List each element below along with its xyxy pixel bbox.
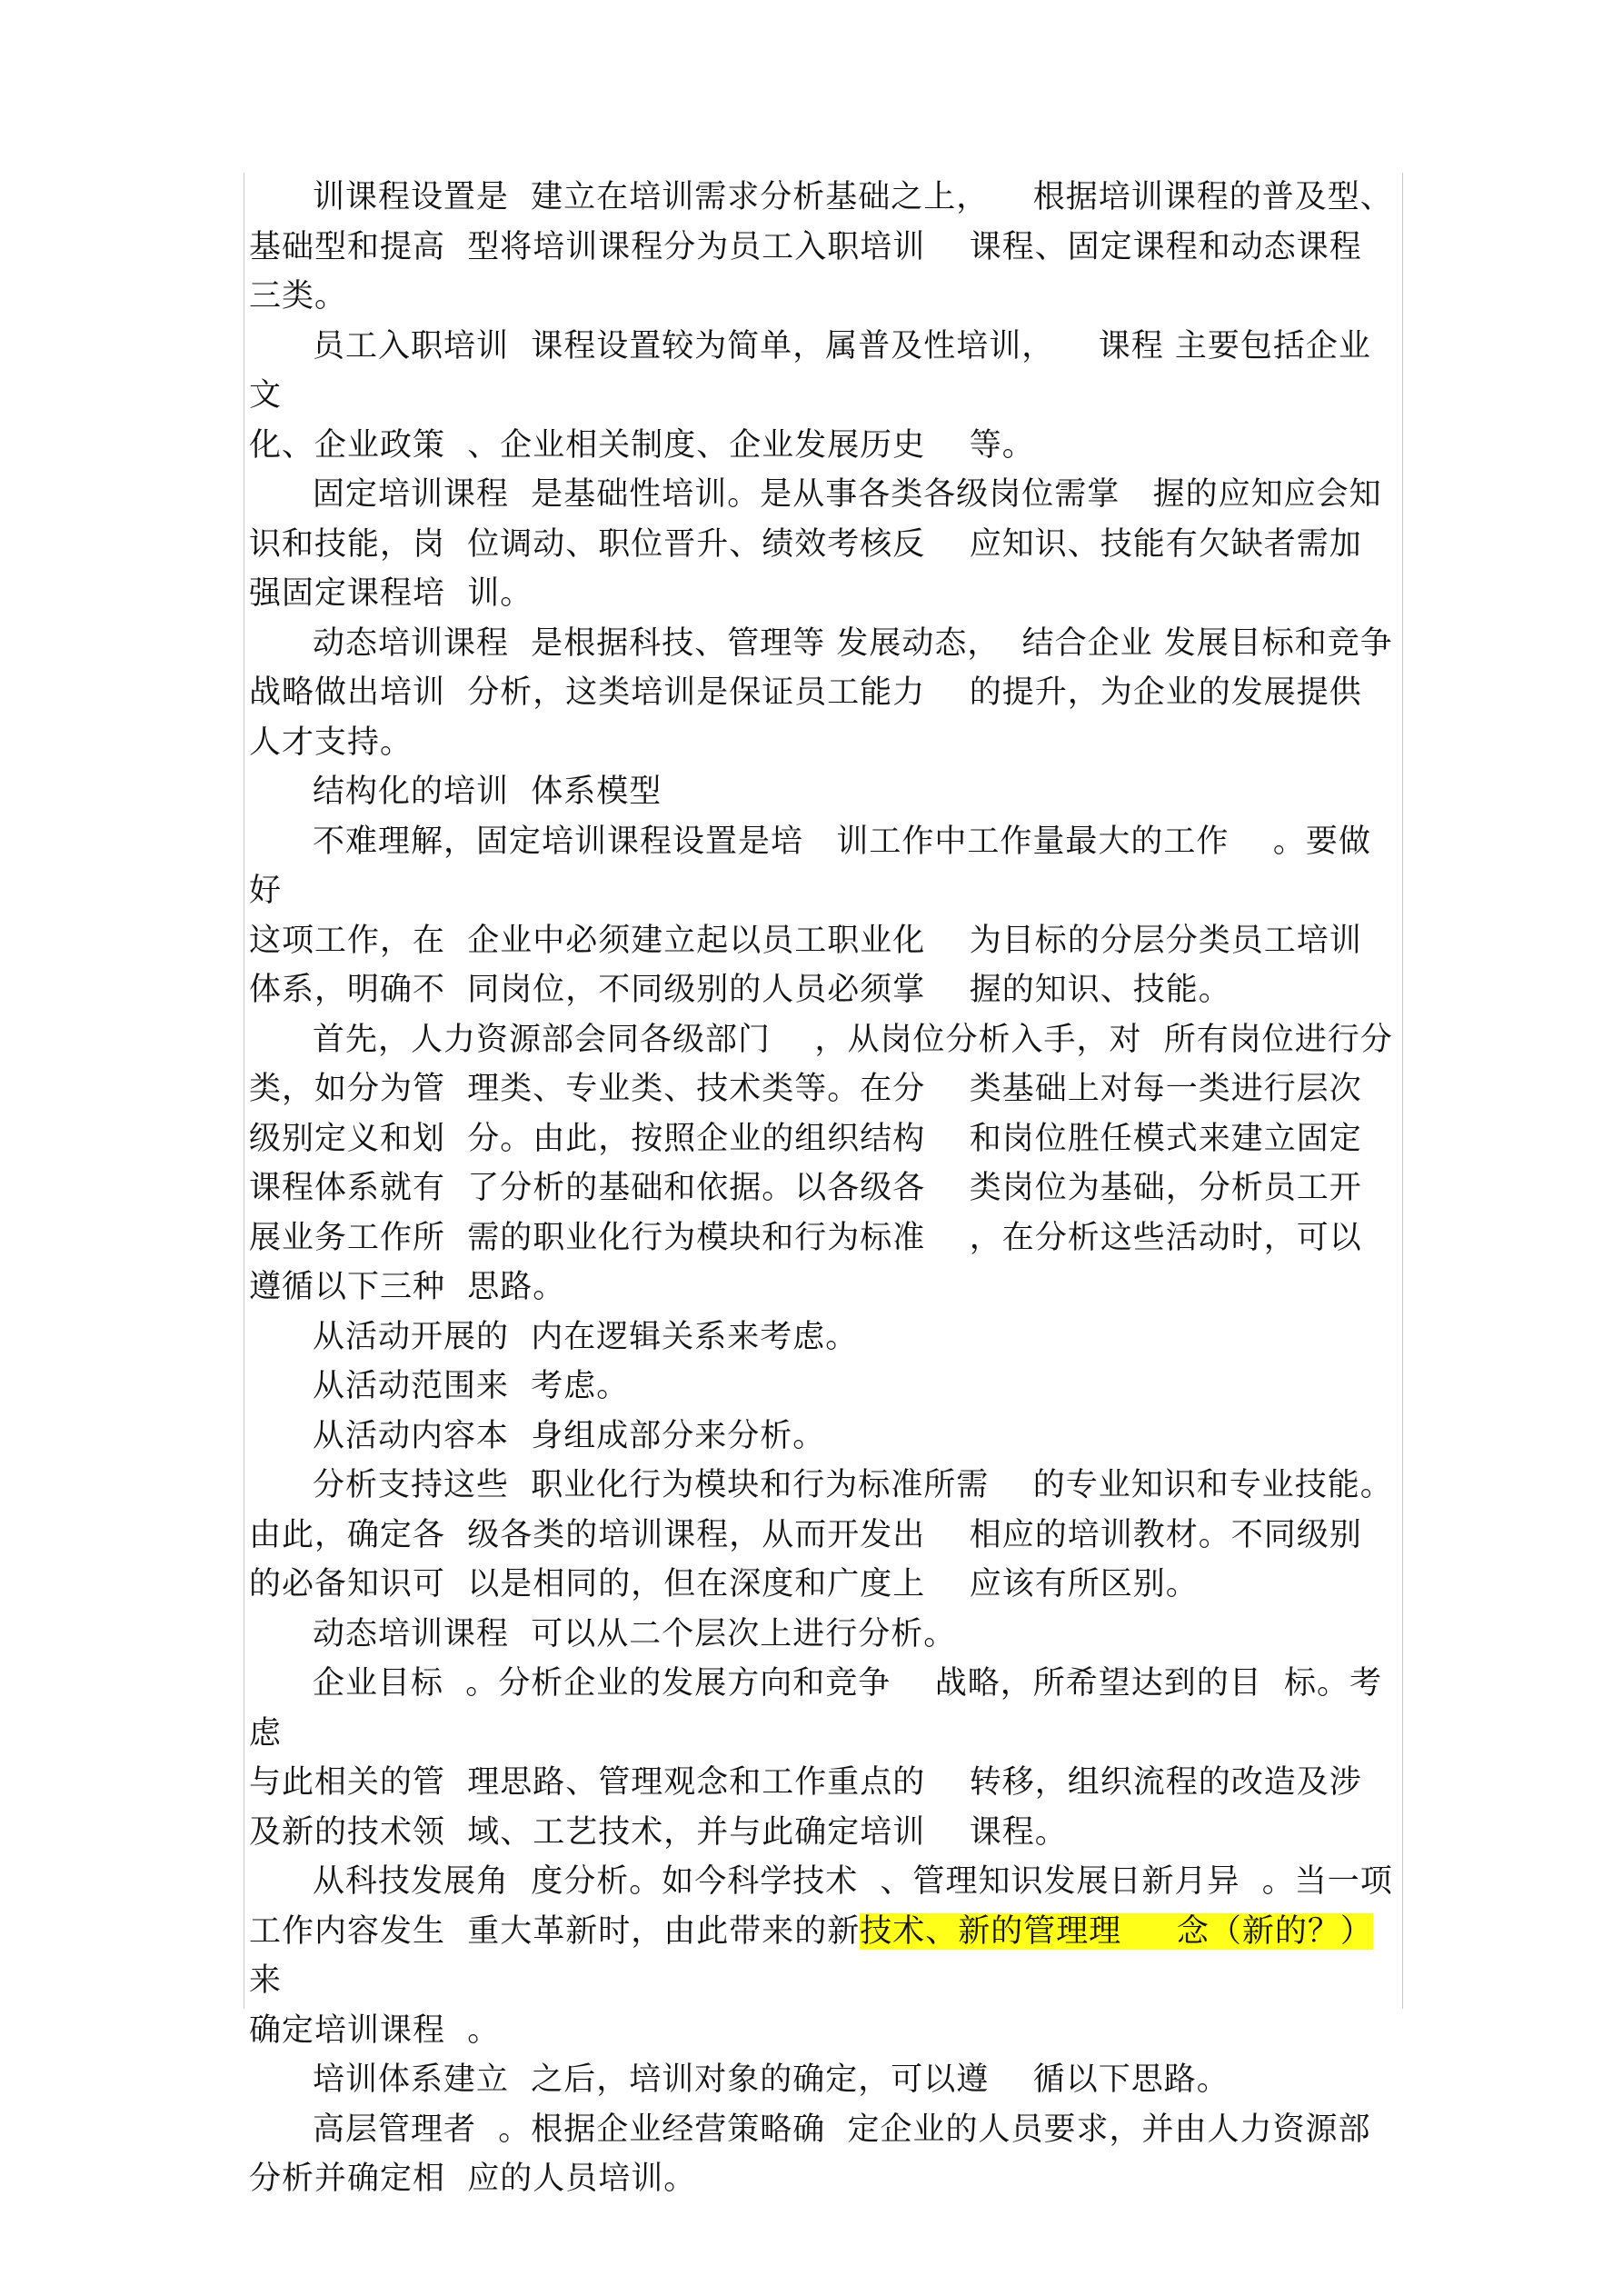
text-line: 及新的技术领 域、工艺技术，并与此确定培训 课程。	[249, 1813, 1068, 1851]
text-line: 不难理解，固定培训课程设置是培 训工作中工作量最大的工作 。要做好	[249, 823, 1371, 909]
text-line: 企业目标 。分析企业的发展方向和竞争 战略，所希望达到的目 标。考虑	[249, 1665, 1383, 1752]
paragraph-dynamic-levels	[249, 1610, 1396, 1660]
list-item-content	[249, 1412, 1396, 1462]
paragraph-enterprise-goal	[249, 1659, 1396, 1857]
text-line: 与此相关的管 理思路、管理观念和工作重点的 转移，组织流程的改造及涉	[249, 1764, 1362, 1801]
text-line: 三类。	[249, 278, 348, 314]
text-line: 遵循以下三种 思路。	[249, 1269, 566, 1305]
text-line: 基础型和提高 型将培训课程分为员工入职培训 课程、固定课程和动态课程	[249, 228, 1362, 265]
text-line: 结构化的培训 体系模型	[313, 774, 662, 810]
paragraph-training-target	[249, 2055, 1396, 2105]
text-line: 这项工作，在 企业中必须建立起以员工职业化 为目标的分层分类员工培训	[249, 922, 1362, 959]
text-line: 人才支持。	[249, 724, 413, 761]
paragraph-dynamic-course	[249, 619, 1396, 768]
text-line: 课程体系就有 了分析的基础和依据。以各级各 类岗位为基础，分析员工开	[249, 1170, 1362, 1206]
text-line: 员工入职培训 课程设置较为简单，属普及性培训， 课程 主要包括企业文	[249, 327, 1371, 414]
text-line: 从活动内容本 身组成部分来分析。	[313, 1417, 826, 1454]
text-line: 战略做出培训 分析，这类培训是保证员工能力 的提升，为企业的发展提供	[249, 674, 1362, 711]
text-line: 首先，人力资源部会同各级部门 ，从岗位分析入手，对 所有岗位进行分	[313, 1021, 1393, 1058]
text-line: 动态培训课程 是根据科技、管理等 发展动态， 结合企业 发展目标和竞争	[313, 624, 1393, 662]
document-body	[249, 173, 1396, 2204]
paragraph-course-setting	[249, 173, 1396, 322]
paragraph-onboarding	[249, 322, 1396, 471]
text-line: 从活动范围来 考虑。	[313, 1368, 630, 1404]
text-line: 分析并确定相 应的人员培训。	[249, 2161, 697, 2197]
text-line: 级别定义和划 分。由此，按照企业的组织结构 和岗位胜任模式来建立固定	[249, 1120, 1362, 1157]
paragraph-senior-management	[249, 2105, 1396, 2204]
text-line: 类，如分为管 理类、专业类、技术类等。在分 类基础上对每一类进行层次	[249, 1071, 1362, 1107]
list-item-logic	[249, 1313, 1396, 1363]
text-line: 动态培训课程 可以从二个层次上进行分析。	[313, 1615, 957, 1652]
text-line: 体系，明确不 同岗位，不同级别的人员必须掌 握的知识、技能。	[249, 972, 1231, 1008]
text-line: 固定培训课程 是基础性培训。是从事各类各级岗位需掌 握的应知应会知	[313, 476, 1382, 513]
list-item-scope	[249, 1362, 1396, 1412]
paragraph-tech-development	[249, 1857, 1396, 2055]
text-line: 从科技发展角 度分析。如今科学技术 、管理知识发展日新月异 。当一项	[313, 1863, 1393, 1900]
text-line: 培训体系建立 之后，培训对象的确定，可以遵 循以下思路。	[313, 2061, 1230, 2098]
text-line: 识和技能，岗 位调动、职位晋升、绩效考核反 应知识、技能有欠缺者需加	[249, 525, 1362, 563]
paragraph-first-hr	[249, 1015, 1396, 1313]
highlighted-text: 技术、新的管理理 念（新的？）	[860, 1912, 1373, 1950]
paragraph-understanding	[249, 817, 1396, 1015]
text-line: 高层管理者 。根据企业经营策略确 定企业的人员要求，并由人力资源部	[313, 2111, 1371, 2148]
paragraph-fixed-course	[249, 470, 1396, 619]
text-line: 化、企业政策 、企业相关制度、企业发展历史 等。	[249, 426, 1035, 464]
text-line: 强固定课程培 训。	[249, 575, 533, 612]
text-line: 分析支持这些 职业化行为模块和行为标准所需 的专业知识和专业技能。	[313, 1467, 1393, 1503]
text-line: 展业务工作所 需的职业化行为模块和行为标准 ，在分析这些活动时，可以	[249, 1219, 1362, 1256]
text-line: 工作内容发生 重大革新时，由此带来的新	[249, 1912, 861, 1950]
text-line: 由此，确定各 级各类的培训课程，从而开发出 相应的培训教材。不同级别	[249, 1516, 1362, 1553]
text-line: 来	[249, 1962, 283, 1999]
text-line: 训课程设置是 建立在培训需求分析基础之上， 根据培训课程的普及型、	[313, 179, 1393, 215]
text-line: 的必备知识可 以是相同的，但在深度和广度上 应该有所区别。	[249, 1566, 1199, 1602]
text-line: 确定培训课程 。	[249, 2011, 501, 2049]
text-line: 从活动开展的 内在逻辑关系来考虑。	[313, 1318, 859, 1355]
paragraph-analysis-support	[249, 1461, 1396, 1610]
section-heading-structured-model	[249, 767, 1396, 817]
